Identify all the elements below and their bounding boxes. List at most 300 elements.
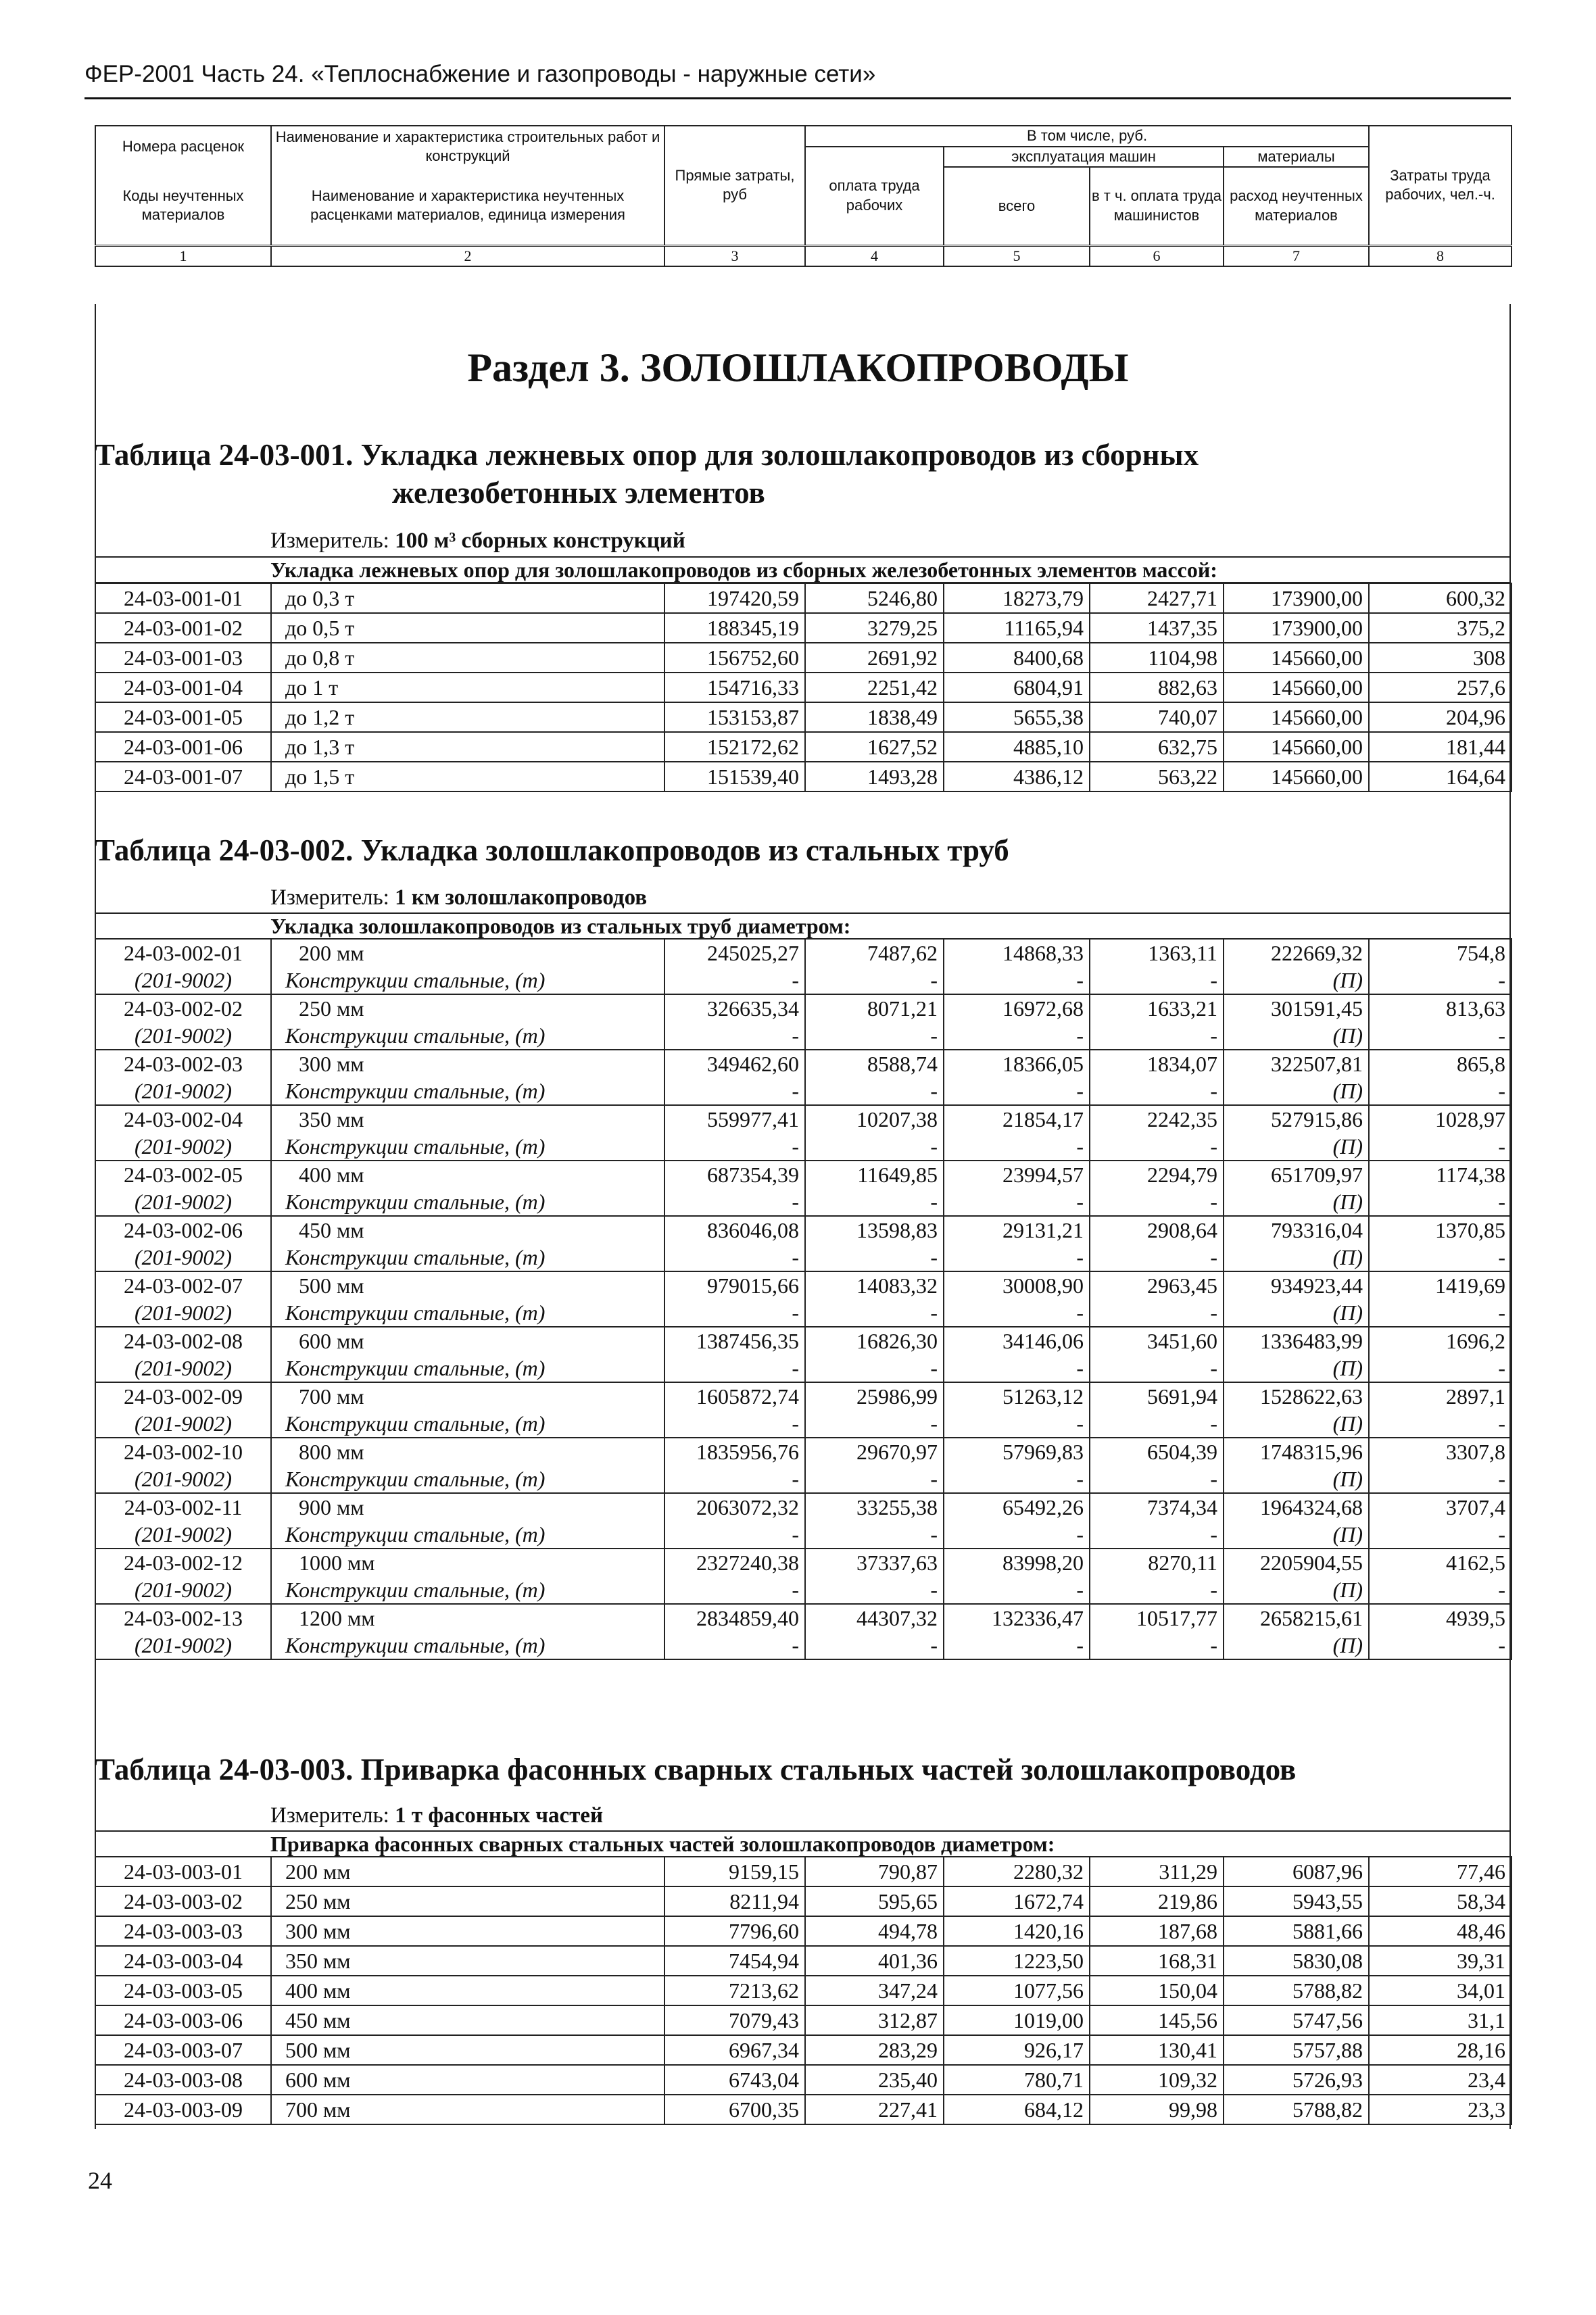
- direct-costs-cell: 326635,34: [664, 994, 805, 1022]
- table1-measure: [270, 529, 685, 554]
- work-description-cell: Конструкции стальные, (т): [271, 967, 664, 994]
- materials-cell: (П): [1224, 1521, 1369, 1549]
- labor-hours-cell: 1174,38: [1369, 1161, 1512, 1188]
- work-description-cell: 700 мм: [271, 2095, 664, 2124]
- work-description-cell: 450 мм: [271, 1216, 664, 1244]
- table-row: [95, 1050, 1512, 1077]
- work-description-cell: Конструкции стальные, (т): [271, 1410, 664, 1438]
- worker-pay-cell: 10207,38: [805, 1105, 944, 1133]
- table1-data: [95, 583, 1512, 792]
- machinist-pay-cell: 1363,11: [1090, 939, 1224, 967]
- rate-code-cell: 24-03-002-11: [95, 1493, 271, 1521]
- table2-data: [95, 938, 1512, 1660]
- materials-cell: 793316,04: [1224, 1216, 1369, 1244]
- worker-pay-cell: 2251,42: [805, 673, 944, 702]
- materials-cell: 322507,81: [1224, 1050, 1369, 1077]
- machines-total-cell: 1019,00: [944, 2005, 1090, 2035]
- worker-pay-cell: -: [805, 1244, 944, 1271]
- labor-hours-cell: -: [1369, 1022, 1512, 1050]
- rate-code-cell: (201-9002): [95, 1299, 271, 1327]
- work-description-cell: 300 мм: [271, 1050, 664, 1077]
- header-material-consumption: расход неучтенных материалов: [1224, 167, 1369, 245]
- materials-cell: 5757,88: [1224, 2035, 1369, 2065]
- table-row: [95, 762, 1512, 791]
- table-row: [95, 1216, 1512, 1244]
- machines-total-cell: 34146,06: [944, 1327, 1090, 1355]
- machines-total-cell: 18366,05: [944, 1050, 1090, 1077]
- worker-pay-cell: -: [805, 1133, 944, 1161]
- machines-total-cell: 16972,68: [944, 994, 1090, 1022]
- rate-code-cell: 24-03-001-07: [95, 762, 271, 791]
- machinist-pay-cell: -: [1090, 967, 1224, 994]
- direct-costs-cell: -: [664, 1244, 805, 1271]
- work-description-cell: до 0,8 т: [271, 643, 664, 673]
- machinist-pay-cell: -: [1090, 1077, 1224, 1105]
- worker-pay-cell: 790,87: [805, 1857, 944, 1886]
- direct-costs-cell: 245025,27: [664, 939, 805, 967]
- rate-code-cell: 24-03-002-12: [95, 1549, 271, 1576]
- rate-code-cell: 24-03-003-08: [95, 2065, 271, 2095]
- materials-cell: 173900,00: [1224, 613, 1369, 643]
- rate-code-cell: (201-9002): [95, 1521, 271, 1549]
- measure-label: Измеритель:: [270, 529, 389, 553]
- worker-pay-cell: -: [805, 1576, 944, 1604]
- table-row: [95, 2035, 1512, 2065]
- labor-hours-cell: 1419,69: [1369, 1271, 1512, 1299]
- direct-costs-cell: -: [664, 1022, 805, 1050]
- rate-code-cell: 24-03-002-01: [95, 939, 271, 967]
- labor-hours-cell: 164,64: [1369, 762, 1512, 791]
- worker-pay-cell: 16826,30: [805, 1327, 944, 1355]
- table1-band: Укладка лежневых опор для золошлакопроводов из сборных железобетонных элементов массой:: [95, 556, 1511, 583]
- table3-band: Приварка фасонных сварных стальных частей золошлакопроводов диаметром:: [95, 1830, 1511, 1857]
- rate-code-cell: 24-03-001-04: [95, 673, 271, 702]
- work-description-cell: Конструкции стальные, (т): [271, 1077, 664, 1105]
- table2-band: Укладка золошлакопроводов из стальных труб диаметром:: [95, 912, 1511, 940]
- work-description-cell: до 1,3 т: [271, 732, 664, 762]
- machinist-pay-cell: 2908,64: [1090, 1216, 1224, 1244]
- worker-pay-cell: 13598,83: [805, 1216, 944, 1244]
- materials-cell: 1336483,99: [1224, 1327, 1369, 1355]
- worker-pay-cell: 8588,74: [805, 1050, 944, 1077]
- materials-cell: 5726,93: [1224, 2065, 1369, 2095]
- table3-title-line1: Приварка фасонных сварных стальных частей золошлакопроводов: [360, 1753, 1297, 1786]
- material-row: [95, 1632, 1512, 1659]
- materials-cell: 2658215,61: [1224, 1604, 1369, 1632]
- rate-code-cell: 24-03-001-01: [95, 583, 271, 613]
- direct-costs-cell: 6967,34: [664, 2035, 805, 2065]
- column-number: 6: [1090, 245, 1224, 266]
- direct-costs-cell: 687354,39: [664, 1161, 805, 1188]
- machinist-pay-cell: 109,32: [1090, 2065, 1224, 2095]
- direct-costs-cell: 6700,35: [664, 2095, 805, 2124]
- machinist-pay-cell: 130,41: [1090, 2035, 1224, 2065]
- machines-total-cell: -: [944, 1299, 1090, 1327]
- column-number: 4: [805, 245, 944, 266]
- machinist-pay-cell: -: [1090, 1244, 1224, 1271]
- labor-hours-cell: -: [1369, 967, 1512, 994]
- machines-total-cell: -: [944, 1576, 1090, 1604]
- machines-total-cell: -: [944, 1188, 1090, 1216]
- material-row: [95, 967, 1512, 994]
- worker-pay-cell: 37337,63: [805, 1549, 944, 1576]
- materials-cell: (П): [1224, 1632, 1369, 1659]
- column-number: 7: [1224, 245, 1369, 266]
- labor-hours-cell: 865,8: [1369, 1050, 1512, 1077]
- rate-code-cell: 24-03-002-05: [95, 1161, 271, 1188]
- machines-total-cell: 6804,91: [944, 673, 1090, 702]
- machines-total-cell: 8400,68: [944, 643, 1090, 673]
- work-description-cell: Конструкции стальные, (т): [271, 1521, 664, 1549]
- header-work-name: Наименование и характеристика строительных работ и конструкций: [271, 126, 664, 167]
- machines-total-cell: 65492,26: [944, 1493, 1090, 1521]
- machines-total-cell: -: [944, 1244, 1090, 1271]
- work-description-cell: 800 мм: [271, 1438, 664, 1465]
- machinist-pay-cell: -: [1090, 1188, 1224, 1216]
- rate-code-cell: 24-03-003-05: [95, 1976, 271, 2005]
- labor-hours-cell: -: [1369, 1355, 1512, 1382]
- machinist-pay-cell: 1834,07: [1090, 1050, 1224, 1077]
- material-row: [95, 1410, 1512, 1438]
- machinist-pay-cell: 10517,77: [1090, 1604, 1224, 1632]
- work-description-cell: 250 мм: [271, 994, 664, 1022]
- machinist-pay-cell: -: [1090, 1355, 1224, 1382]
- column-number: 2: [271, 245, 664, 266]
- rate-code-cell: 24-03-001-06: [95, 732, 271, 762]
- materials-cell: (П): [1224, 1022, 1369, 1050]
- table-row: [95, 702, 1512, 732]
- direct-costs-cell: -: [664, 1410, 805, 1438]
- machinist-pay-cell: 5691,94: [1090, 1382, 1224, 1410]
- rate-code-cell: 24-03-002-09: [95, 1382, 271, 1410]
- worker-pay-cell: 401,36: [805, 1946, 944, 1976]
- machinist-pay-cell: 150,04: [1090, 1976, 1224, 2005]
- worker-pay-cell: -: [805, 1077, 944, 1105]
- work-description-cell: до 1 т: [271, 673, 664, 702]
- machinist-pay-cell: 1633,21: [1090, 994, 1224, 1022]
- worker-pay-cell: -: [805, 1465, 944, 1493]
- machinist-pay-cell: 3451,60: [1090, 1327, 1224, 1355]
- materials-cell: (П): [1224, 1244, 1369, 1271]
- machinist-pay-cell: 2963,45: [1090, 1271, 1224, 1299]
- machines-total-cell: -: [944, 1521, 1090, 1549]
- labor-hours-cell: -: [1369, 1410, 1512, 1438]
- work-description-cell: Конструкции стальные, (т): [271, 1133, 664, 1161]
- header-worker-pay: оплата труда рабочих: [805, 147, 944, 246]
- material-row: [95, 1521, 1512, 1549]
- table-row: [95, 583, 1512, 613]
- machinist-pay-cell: 2427,71: [1090, 583, 1224, 613]
- worker-pay-cell: 11649,85: [805, 1161, 944, 1188]
- work-description-cell: 1000 мм: [271, 1549, 664, 1576]
- labor-hours-cell: -: [1369, 1299, 1512, 1327]
- materials-cell: (П): [1224, 1188, 1369, 1216]
- work-description-cell: Конструкции стальные, (т): [271, 1244, 664, 1271]
- rate-code-cell: 24-03-002-08: [95, 1327, 271, 1355]
- table-row: [95, 2005, 1512, 2035]
- labor-hours-cell: 308: [1369, 643, 1512, 673]
- worker-pay-cell: -: [805, 1355, 944, 1382]
- work-description-cell: Конструкции стальные, (т): [271, 1299, 664, 1327]
- work-description-cell: 400 мм: [271, 1976, 664, 2005]
- table-row: [95, 1493, 1512, 1521]
- rate-code-cell: (201-9002): [95, 1355, 271, 1382]
- materials-cell: 6087,96: [1224, 1857, 1369, 1886]
- labor-hours-cell: 31,1: [1369, 2005, 1512, 2035]
- measure-value: 1 т фасонных частей: [395, 1803, 603, 1828]
- table2-measure: [270, 885, 647, 910]
- worker-pay-cell: -: [805, 1410, 944, 1438]
- material-row: [95, 1188, 1512, 1216]
- direct-costs-cell: 6743,04: [664, 2065, 805, 2095]
- page-header: ФЕР-2001 Часть 24. «Теплоснабжение и газопроводы - наружные сети»: [84, 61, 1511, 99]
- materials-cell: 145660,00: [1224, 762, 1369, 791]
- table-row: [95, 673, 1512, 702]
- header-material-names: Наименование и характеристика неучтенных расценками материалов, единица измерения: [271, 167, 664, 245]
- worker-pay-cell: 44307,32: [805, 1604, 944, 1632]
- direct-costs-cell: -: [664, 1133, 805, 1161]
- work-description-cell: 500 мм: [271, 2035, 664, 2065]
- machinist-pay-cell: 99,98: [1090, 2095, 1224, 2124]
- work-description-cell: Конструкции стальные, (т): [271, 1188, 664, 1216]
- work-description-cell: 500 мм: [271, 1271, 664, 1299]
- rate-code-cell: (201-9002): [95, 1576, 271, 1604]
- materials-cell: 934923,44: [1224, 1271, 1369, 1299]
- materials-cell: (П): [1224, 1133, 1369, 1161]
- worker-pay-cell: 1493,28: [805, 762, 944, 791]
- work-description-cell: 600 мм: [271, 1327, 664, 1355]
- direct-costs-cell: 1387456,35: [664, 1327, 805, 1355]
- materials-cell: 145660,00: [1224, 702, 1369, 732]
- rate-code-cell: (201-9002): [95, 1188, 271, 1216]
- worker-pay-cell: 347,24: [805, 1976, 944, 2005]
- machines-total-cell: 23994,57: [944, 1161, 1090, 1188]
- worker-pay-cell: 5246,80: [805, 583, 944, 613]
- header-direct-costs: Прямые затраты, руб: [664, 126, 805, 245]
- material-row: [95, 1576, 1512, 1604]
- work-description-cell: 400 мм: [271, 1161, 664, 1188]
- materials-cell: 222669,32: [1224, 939, 1369, 967]
- table1-title-line1: Укладка лежневых опор для золошлакопроводов из сборных: [360, 438, 1199, 472]
- materials-cell: (П): [1224, 967, 1369, 994]
- rate-code-cell: (201-9002): [95, 1410, 271, 1438]
- direct-costs-cell: 836046,08: [664, 1216, 805, 1244]
- direct-costs-cell: 188345,19: [664, 613, 805, 643]
- column-number: 1: [95, 245, 271, 266]
- table-row: [95, 1916, 1512, 1946]
- table-row: [95, 1382, 1512, 1410]
- labor-hours-cell: 1696,2: [1369, 1327, 1512, 1355]
- table-row: [95, 1886, 1512, 1916]
- rate-code-cell: 24-03-003-01: [95, 1857, 271, 1886]
- machines-total-cell: 2280,32: [944, 1857, 1090, 1886]
- worker-pay-cell: 7487,62: [805, 939, 944, 967]
- measure-label: Измеритель:: [270, 885, 389, 910]
- worker-pay-cell: 1838,49: [805, 702, 944, 732]
- worker-pay-cell: 283,29: [805, 2035, 944, 2065]
- materials-cell: 1748315,96: [1224, 1438, 1369, 1465]
- worker-pay-cell: 25986,99: [805, 1382, 944, 1410]
- page-number: 24: [88, 2167, 112, 2194]
- work-description-cell: до 0,3 т: [271, 583, 664, 613]
- table-row: [95, 1105, 1512, 1133]
- labor-hours-cell: -: [1369, 1133, 1512, 1161]
- machinist-pay-cell: -: [1090, 1521, 1224, 1549]
- machinist-pay-cell: -: [1090, 1410, 1224, 1438]
- work-description-cell: 300 мм: [271, 1916, 664, 1946]
- direct-costs-cell: 2834859,40: [664, 1604, 805, 1632]
- materials-cell: (П): [1224, 1077, 1369, 1105]
- work-description-cell: 350 мм: [271, 1105, 664, 1133]
- materials-cell: 527915,86: [1224, 1105, 1369, 1133]
- rate-code-cell: 24-03-001-05: [95, 702, 271, 732]
- worker-pay-cell: -: [805, 1521, 944, 1549]
- rate-code-cell: 24-03-003-07: [95, 2035, 271, 2065]
- machinist-pay-cell: -: [1090, 1465, 1224, 1493]
- rate-code-cell: (201-9002): [95, 1077, 271, 1105]
- direct-costs-cell: -: [664, 1188, 805, 1216]
- direct-costs-cell: 152172,62: [664, 732, 805, 762]
- header-rate-numbers: Номера расценок: [95, 126, 271, 167]
- materials-cell: (П): [1224, 1576, 1369, 1604]
- machinist-pay-cell: 1104,98: [1090, 643, 1224, 673]
- work-description-cell: 200 мм: [271, 939, 664, 967]
- rate-code-cell: (201-9002): [95, 1133, 271, 1161]
- work-description-cell: до 0,5 т: [271, 613, 664, 643]
- machines-total-cell: 684,12: [944, 2095, 1090, 2124]
- worker-pay-cell: 2691,92: [805, 643, 944, 673]
- table-row: [95, 1976, 1512, 2005]
- direct-costs-cell: -: [664, 1632, 805, 1659]
- work-description-cell: 450 мм: [271, 2005, 664, 2035]
- rate-code-cell: 24-03-002-04: [95, 1105, 271, 1133]
- labor-hours-cell: -: [1369, 1244, 1512, 1271]
- material-row: [95, 1077, 1512, 1105]
- direct-costs-cell: 2063072,32: [664, 1493, 805, 1521]
- materials-cell: 5881,66: [1224, 1916, 1369, 1946]
- machines-total-cell: -: [944, 967, 1090, 994]
- direct-costs-cell: -: [664, 1465, 805, 1493]
- direct-costs-cell: 559977,41: [664, 1105, 805, 1133]
- worker-pay-cell: -: [805, 1632, 944, 1659]
- header-labor-costs: Затраты труда рабочих, чел.-ч.: [1369, 126, 1512, 245]
- rate-code-cell: (201-9002): [95, 1022, 271, 1050]
- direct-costs-cell: -: [664, 1521, 805, 1549]
- material-row: [95, 1299, 1512, 1327]
- work-description-cell: 200 мм: [271, 1857, 664, 1886]
- materials-cell: 5788,82: [1224, 1976, 1369, 2005]
- direct-costs-cell: 154716,33: [664, 673, 805, 702]
- work-description-cell: 250 мм: [271, 1886, 664, 1916]
- machines-total-cell: 18273,79: [944, 583, 1090, 613]
- header-machines: эксплуатация машин: [944, 147, 1224, 168]
- work-description-cell: Конструкции стальные, (т): [271, 1576, 664, 1604]
- labor-hours-cell: 4162,5: [1369, 1549, 1512, 1576]
- direct-costs-cell: -: [664, 1299, 805, 1327]
- worker-pay-cell: 29670,97: [805, 1438, 944, 1465]
- machinist-pay-cell: -: [1090, 1022, 1224, 1050]
- machinist-pay-cell: 740,07: [1090, 702, 1224, 732]
- table1-number: Таблица 24-03-001.: [95, 438, 354, 472]
- work-description-cell: Конструкции стальные, (т): [271, 1465, 664, 1493]
- rate-code-cell: 24-03-003-02: [95, 1886, 271, 1916]
- machines-total-cell: 132336,47: [944, 1604, 1090, 1632]
- machines-total-cell: -: [944, 1022, 1090, 1050]
- table-row: [95, 613, 1512, 643]
- table-row: [95, 1271, 1512, 1299]
- materials-cell: (П): [1224, 1465, 1369, 1493]
- machines-total-cell: 780,71: [944, 2065, 1090, 2095]
- labor-hours-cell: -: [1369, 1576, 1512, 1604]
- worker-pay-cell: 235,40: [805, 2065, 944, 2095]
- labor-hours-cell: 4939,5: [1369, 1604, 1512, 1632]
- header-machines-total: всего: [944, 167, 1090, 245]
- work-description-cell: Конструкции стальные, (т): [271, 1355, 664, 1382]
- materials-cell: 5830,08: [1224, 1946, 1369, 1976]
- work-description-cell: 1200 мм: [271, 1604, 664, 1632]
- machines-total-cell: -: [944, 1355, 1090, 1382]
- materials-cell: 5747,56: [1224, 2005, 1369, 2035]
- worker-pay-cell: 14083,32: [805, 1271, 944, 1299]
- materials-cell: (П): [1224, 1299, 1369, 1327]
- column-number: 5: [944, 245, 1090, 266]
- table-row: [95, 2065, 1512, 2095]
- direct-costs-cell: 7454,94: [664, 1946, 805, 1976]
- worker-pay-cell: 3279,25: [805, 613, 944, 643]
- machinist-pay-cell: 168,31: [1090, 1946, 1224, 1976]
- machines-total-cell: 14868,33: [944, 939, 1090, 967]
- labor-hours-cell: 600,32: [1369, 583, 1512, 613]
- material-row: [95, 1022, 1512, 1050]
- labor-hours-cell: 2897,1: [1369, 1382, 1512, 1410]
- direct-costs-cell: 151539,40: [664, 762, 805, 791]
- table3-number: Таблица 24-03-003.: [95, 1753, 354, 1786]
- rate-code-cell: 24-03-002-10: [95, 1438, 271, 1465]
- work-description-cell: Конструкции стальные, (т): [271, 1632, 664, 1659]
- worker-pay-cell: 227,41: [805, 2095, 944, 2124]
- rate-code-cell: 24-03-002-13: [95, 1604, 271, 1632]
- rate-code-cell: 24-03-002-06: [95, 1216, 271, 1244]
- machines-total-cell: 57969,83: [944, 1438, 1090, 1465]
- machines-total-cell: 29131,21: [944, 1216, 1090, 1244]
- machines-total-cell: 51263,12: [944, 1382, 1090, 1410]
- direct-costs-cell: 7796,60: [664, 1916, 805, 1946]
- rate-code-cell: 24-03-003-09: [95, 2095, 271, 2124]
- rate-code-cell: (201-9002): [95, 1632, 271, 1659]
- materials-cell: (П): [1224, 1410, 1369, 1438]
- labor-hours-cell: 48,46: [1369, 1916, 1512, 1946]
- table2-number: Таблица 24-03-002.: [95, 833, 354, 867]
- machines-total-cell: 926,17: [944, 2035, 1090, 2065]
- machines-total-cell: 83998,20: [944, 1549, 1090, 1576]
- material-row: [95, 1355, 1512, 1382]
- machinist-pay-cell: 145,56: [1090, 2005, 1224, 2035]
- machinist-pay-cell: 1437,35: [1090, 613, 1224, 643]
- section-title: Раздел 3. ЗОЛОШЛАКОПРОВОДЫ: [467, 345, 1129, 390]
- direct-costs-cell: -: [664, 1077, 805, 1105]
- machines-total-cell: -: [944, 1077, 1090, 1105]
- worker-pay-cell: -: [805, 967, 944, 994]
- rate-code-cell: (201-9002): [95, 1244, 271, 1271]
- labor-hours-cell: 58,34: [1369, 1886, 1512, 1916]
- direct-costs-cell: 349462,60: [664, 1050, 805, 1077]
- machinist-pay-cell: 2242,35: [1090, 1105, 1224, 1133]
- machines-total-cell: 1672,74: [944, 1886, 1090, 1916]
- direct-costs-cell: 979015,66: [664, 1271, 805, 1299]
- table3-measure: [270, 1803, 603, 1828]
- rate-code-cell: (201-9002): [95, 967, 271, 994]
- materials-cell: 145660,00: [1224, 673, 1369, 702]
